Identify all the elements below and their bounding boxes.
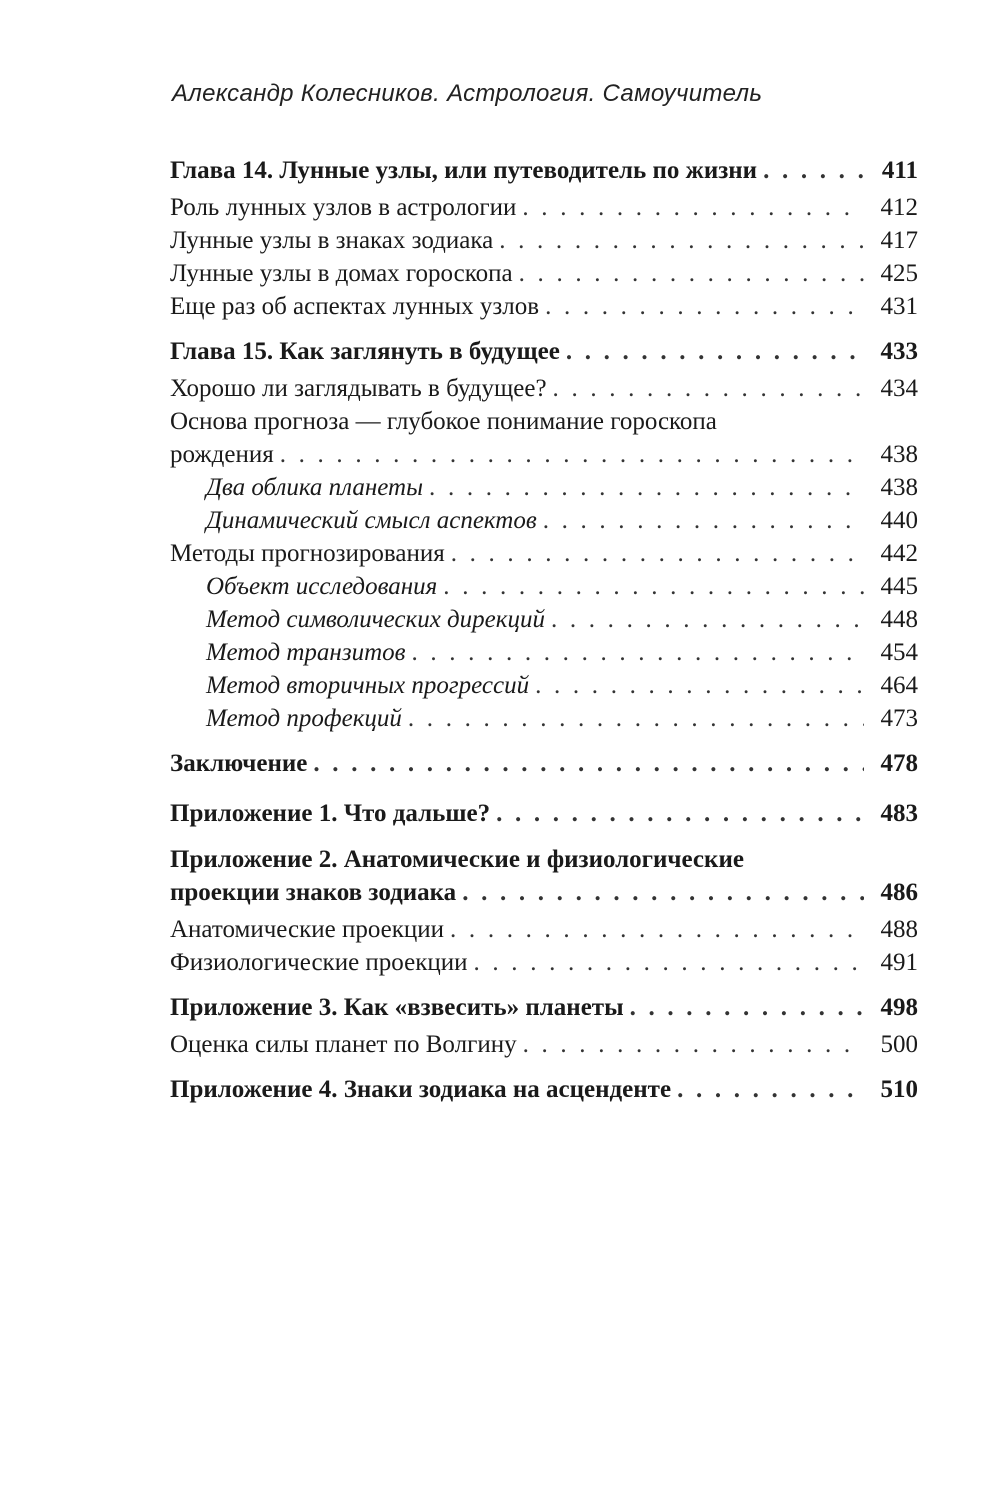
dot-leader <box>474 948 865 978</box>
toc-page-number: 491 <box>880 949 918 976</box>
dot-leader <box>462 878 864 908</box>
toc-page-number: 411 <box>881 157 918 184</box>
dot-leader <box>280 440 864 470</box>
toc-entry-chapter-15[interactable] <box>170 333 918 367</box>
toc-entry-title: Приложение 4. Знаки зодиака на асценденте <box>170 1076 672 1103</box>
toc-entry-title-line1[interactable]: Основа прогноза — глубокое понимание гороскопа <box>170 408 717 435</box>
dot-leader <box>545 292 864 322</box>
dot-leader <box>519 259 864 289</box>
toc-subentry[interactable] <box>170 469 918 503</box>
toc-page-number: 438 <box>880 441 918 468</box>
toc-entry-conclusion[interactable] <box>170 745 918 779</box>
toc-subentry[interactable] <box>170 634 918 668</box>
toc-entry-title-line1[interactable]: Приложение 2. Анатомические и физиологические <box>170 846 744 873</box>
toc-entry-appendix-4[interactable] <box>170 1071 918 1105</box>
toc-entry-title: Приложение 1. Что дальше? <box>170 800 491 827</box>
dot-leader <box>411 638 864 668</box>
dot-leader <box>499 226 864 256</box>
toc-entry-title: Объект исследования <box>206 573 438 600</box>
toc-page-number: 434 <box>880 375 918 402</box>
toc-page-number: 438 <box>880 474 918 501</box>
toc-subentry[interactable] <box>170 601 918 635</box>
toc-entry[interactable] <box>170 288 918 322</box>
toc-entry-title: Глава 14. Лунные узлы, или путеводитель по жизни <box>170 157 758 184</box>
toc-entry-title: Метод профекций <box>206 705 402 732</box>
toc-entry[interactable] <box>170 255 918 289</box>
toc-subentry[interactable] <box>170 700 918 734</box>
toc-entry-title: Физиологические проекции <box>170 949 468 976</box>
toc-entry-title: Метод вторичных прогрессий <box>206 672 530 699</box>
toc-page-number: 486 <box>880 879 918 906</box>
toc-entry-title: Методы прогнозирования <box>170 540 445 567</box>
toc-entry-title: Глава 15. Как заглянуть в будущее <box>170 338 560 365</box>
dot-leader <box>763 156 864 186</box>
toc-entry-title: рождения <box>170 441 274 468</box>
toc-entry-title: Анатомические проекции <box>170 916 445 943</box>
toc-subentry[interactable] <box>170 568 918 602</box>
dot-leader <box>677 1075 864 1105</box>
toc-entry-title: Лунные узлы в знаках зодиака <box>170 227 494 254</box>
toc-entry-title: Оценка силы планет по Волгину <box>170 1031 517 1058</box>
toc-page-number: 488 <box>880 916 918 943</box>
toc-page-number: 442 <box>880 540 918 567</box>
toc-entry-title: Еще раз об аспектах лунных узлов <box>170 293 540 320</box>
dot-leader <box>535 671 864 701</box>
toc-page-number: 433 <box>880 338 918 365</box>
toc-page-number: 417 <box>880 227 918 254</box>
toc-page-number: 425 <box>880 260 918 287</box>
toc-entry[interactable] <box>170 222 918 256</box>
toc-entry-appendix-2[interactable] <box>170 874 918 908</box>
toc-page-number: 500 <box>880 1031 918 1058</box>
toc-entry-title: Приложение 3. Как «взвесить» планеты <box>170 994 624 1021</box>
dot-leader <box>523 1030 864 1060</box>
dot-leader <box>566 337 864 367</box>
running-header: Александр Колесников. Астрология. Самоучитель <box>172 80 763 107</box>
toc-entry[interactable] <box>170 1026 918 1060</box>
toc-entry[interactable] <box>170 911 918 945</box>
toc-page-number: 478 <box>880 750 918 777</box>
toc-page-number: 412 <box>880 194 918 221</box>
dot-leader <box>543 506 864 536</box>
toc-entry-appendix-1[interactable] <box>170 795 918 829</box>
toc-entry-title: Лунные узлы в домах гороскопа <box>170 260 513 287</box>
dot-leader <box>630 993 864 1023</box>
toc-entry[interactable] <box>170 189 918 223</box>
dot-leader <box>522 193 864 223</box>
toc-subentry[interactable] <box>170 502 918 536</box>
toc-entry[interactable] <box>170 944 918 978</box>
toc-page-number: 440 <box>880 507 918 534</box>
toc-entry-appendix-3[interactable] <box>170 989 918 1023</box>
toc-page-number: 498 <box>880 994 918 1021</box>
toc-entry-title: Роль лунных узлов в астрологии <box>170 194 517 221</box>
toc-page-number: 464 <box>880 672 918 699</box>
dot-leader <box>551 605 864 635</box>
toc-entry-title: Два облика планеты <box>206 474 424 501</box>
dot-leader <box>443 572 864 602</box>
toc-entry-title: Метод транзитов <box>206 639 406 666</box>
dot-leader <box>496 799 864 829</box>
dot-leader <box>408 704 864 734</box>
dot-leader <box>313 749 864 779</box>
toc-subentry[interactable] <box>170 667 918 701</box>
toc-page-number: 431 <box>880 293 918 320</box>
toc-page-number: 448 <box>880 606 918 633</box>
toc-entry-title: проекции знаков зодиака <box>170 879 457 906</box>
toc-page-number: 445 <box>880 573 918 600</box>
toc-page-number: 483 <box>880 800 918 827</box>
toc-entry[interactable] <box>170 436 918 470</box>
dot-leader <box>450 915 864 945</box>
toc-page-number: 454 <box>880 639 918 666</box>
toc-entry-chapter-14[interactable] <box>170 152 918 186</box>
toc-entry[interactable] <box>170 370 918 404</box>
toc-entry-title: Заключение <box>170 750 308 777</box>
toc-entry-title: Метод символических дирекций <box>206 606 545 633</box>
toc-entry[interactable] <box>170 535 918 569</box>
dot-leader <box>451 539 864 569</box>
toc-entry-title: Хорошо ли заглядывать в будущее? <box>170 375 547 402</box>
dot-leader <box>553 374 864 404</box>
toc-page-number: 510 <box>880 1076 918 1103</box>
toc-entry-title: Динамический смысл аспектов <box>206 507 537 534</box>
dot-leader <box>429 473 864 503</box>
toc-page-number: 473 <box>880 705 918 732</box>
